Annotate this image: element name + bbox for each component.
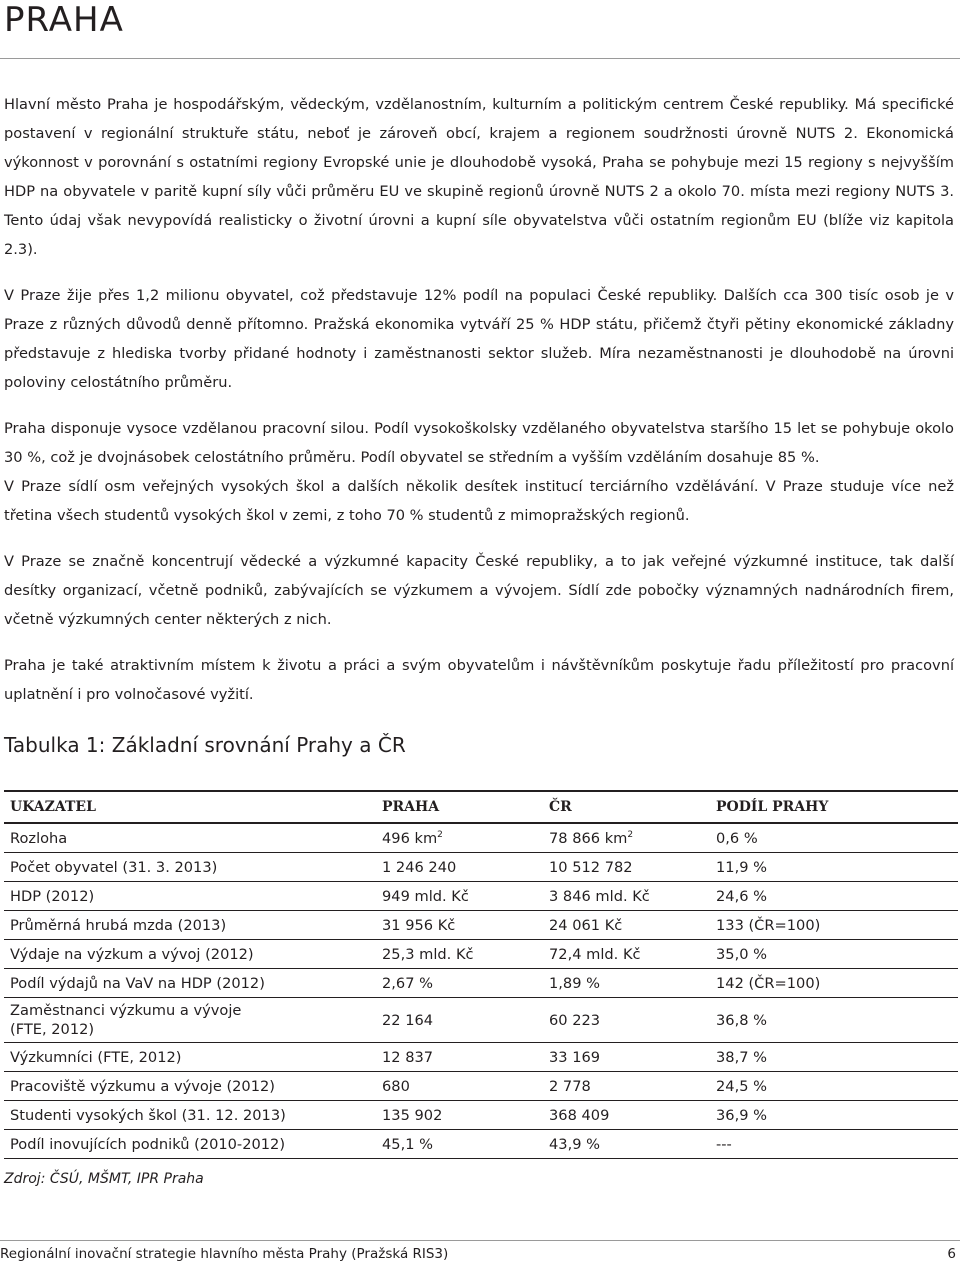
- row-cr: 43,9 %: [543, 1130, 710, 1159]
- row-share: 38,7 %: [710, 1043, 958, 1072]
- row-share: 11,9 %: [710, 853, 958, 882]
- header-praha: PRAHA: [376, 791, 543, 823]
- table-row: [4, 1043, 958, 1072]
- row-cr: 60 223: [543, 998, 710, 1043]
- row-cr: 3 846 mld. Kč: [543, 882, 710, 911]
- table-row: [4, 1130, 958, 1159]
- comparison-table: [4, 790, 958, 1159]
- row-praha-cell: [376, 823, 543, 853]
- page-title: PRAHA: [4, 0, 124, 40]
- row-share: ---: [710, 1130, 958, 1159]
- row-label: Počet obyvatel (31. 3. 2013): [4, 853, 376, 882]
- row-praha: 680: [376, 1072, 543, 1101]
- row-praha: 45,1 %: [376, 1130, 543, 1159]
- paragraph-attractiveness: Praha je také atraktivním místem k životu a práci a svým obyvatelům i návštěvníkům poskytuje řadu příležitostí pro pracovní uplatnění i pro volnočasové vyžití.: [4, 657, 954, 703]
- row-cr: 72,4 mld. Kč: [543, 940, 710, 969]
- row-label: Podíl výdajů na VaV na HDP (2012): [4, 969, 376, 998]
- row-share: 36,9 %: [710, 1101, 958, 1130]
- table-row: [4, 969, 958, 998]
- title-divider: [0, 58, 960, 59]
- table-row: [4, 882, 958, 911]
- paragraph-population: V Praze žije přes 1,2 milionu obyvatel, což představuje 12% podíl na populaci České republiky. Dalších cca 300 tisíc osob je v Praze z různých důvodů denně přítomno. Pražská ekonomika vytváří 25 % HDP státu, přičemž čtyři pětiny ekonomické základny představuje z hlediska tvorby přidané hodnoty i zaměstnanosti sektor služeb. Míra nezaměstnanosti je dlouhodobě na úrovni poloviny celostátního průměru.: [4, 287, 954, 391]
- superscript: 2: [437, 829, 443, 840]
- row-cr: 24 061 Kč: [543, 911, 710, 940]
- row-praha: 31 956 Kč: [376, 911, 543, 940]
- row-label: Výzkumníci (FTE, 2012): [4, 1043, 376, 1072]
- table-title: Tabulka 1: Základní srovnání Prahy a ČR: [4, 733, 406, 757]
- row-label-line2: (FTE, 2012): [10, 1021, 95, 1038]
- row-cr: 2 778: [543, 1072, 710, 1101]
- header-indicator: UKAZATEL: [4, 791, 376, 823]
- row-share: 24,5 %: [710, 1072, 958, 1101]
- row-praha: 1 246 240: [376, 853, 543, 882]
- paragraph-universities: V Praze sídlí osm veřejných vysokých škol a dalších několik desítek institucí terciárního vzdělávání. V Praze studuje více než třetina všech studentů vysokých škol v zemi, z toho 70 % studentů z mimopražských regionů.: [4, 478, 954, 524]
- row-label: Pracoviště výzkumu a vývoje (2012): [4, 1072, 376, 1101]
- row-cr: 78 866 km: [549, 829, 628, 847]
- row-share: 36,8 %: [710, 998, 958, 1043]
- row-label: HDP (2012): [4, 882, 376, 911]
- table-row: [4, 1072, 958, 1101]
- row-cr-cell: [543, 823, 710, 853]
- row-share: 35,0 %: [710, 940, 958, 969]
- table-row: [4, 1101, 958, 1130]
- row-share: 142 (ČR=100): [710, 969, 958, 998]
- row-cr: 368 409: [543, 1101, 710, 1130]
- paragraph-research: V Praze se značně koncentrují vědecké a výzkumné kapacity České republiky, a to jak veřejné výzkumné instituce, tak další desítky organizací, včetně podniků, zabývajících se výzkumem a vývojem. Sídlí zde pobočky významných nadnárodních firem, včetně výzkumných center některých z nich.: [4, 553, 954, 628]
- row-cr: 1,89 %: [543, 969, 710, 998]
- footer-document-title: Regionální inovační strategie hlavního města Prahy (Pražská RIS3): [0, 1246, 449, 1262]
- body-text: [4, 90, 954, 726]
- row-praha: 949 mld. Kč: [376, 882, 543, 911]
- row-praha: 135 902: [376, 1101, 543, 1130]
- superscript: 2: [627, 829, 634, 840]
- row-praha: 2,67 %: [376, 969, 543, 998]
- table-header-row: [4, 791, 958, 823]
- table-row: [4, 998, 958, 1043]
- row-label: Průměrná hrubá mzda (2013): [4, 911, 376, 940]
- row-share: 0,6 %: [710, 823, 958, 853]
- page-number: 6: [947, 1246, 956, 1262]
- table-row: [4, 853, 958, 882]
- row-praha: 12 837: [376, 1043, 543, 1072]
- row-label: Studenti vysokých škol (31. 12. 2013): [4, 1101, 376, 1130]
- row-cr: 33 169: [543, 1043, 710, 1072]
- table-row: [4, 940, 958, 969]
- row-label: Podíl inovujících podniků (2010-2012): [4, 1130, 376, 1159]
- row-label: Výdaje na výzkum a vývoj (2012): [4, 940, 376, 969]
- table-source: Zdroj: ČSÚ, MŠMT, IPR Praha: [4, 1171, 204, 1187]
- table-row: [4, 911, 958, 940]
- row-label: Zaměstnanci výzkumu a vývoje: [10, 1002, 242, 1019]
- paragraph-workforce: Praha disponuje vysoce vzdělanou pracovní silou. Podíl vysokoškolsky vzdělaného obyvatelstva staršího 15 let se pohybuje okolo 30 %, což je dvojnásobek celostátního průměru. Podíl obyvatel se středním a vyšším vzděláním dosahuje 85 %.: [4, 420, 954, 466]
- row-praha: 22 164: [376, 998, 543, 1043]
- row-cr: 10 512 782: [543, 853, 710, 882]
- row-label-cell: [4, 998, 376, 1043]
- footer-divider: [0, 1240, 960, 1241]
- row-label: Rozloha: [4, 823, 376, 853]
- paragraph-intro: Hlavní město Praha je hospodářským, vědeckým, vzdělanostním, kulturním a politickým centrem České republiky. Má specifické postavení v regionální struktuře státu, neboť je zároveň obcí, krajem a regionem soudržnosti úrovně NUTS 2. Ekonomická výkonnost v porovnání s ostatními regiony Evropské unie je dlouhodobě vysoká, Praha se pohybuje mezi 15 regiony s nejvyšším HDP na obyvatele v paritě kupní síly vůči průměru EU ve skupině regionů úrovně NUTS 2 a okolo 70. místa mezi regiony NUTS 3. Tento údaj však nevypovídá realisticky o životní úrovni a kupní síle obyvatelstva vůči ostatním regionům EU (blíže viz kapitola 2.3).: [4, 96, 954, 258]
- header-cr: ČR: [543, 791, 710, 823]
- row-share: 24,6 %: [710, 882, 958, 911]
- table-row: [4, 823, 958, 853]
- row-praha: 496 km: [382, 829, 438, 847]
- header-share: PODÍL PRAHY: [710, 791, 958, 823]
- row-praha: 25,3 mld. Kč: [376, 940, 543, 969]
- row-share: 133 (ČR=100): [710, 911, 958, 940]
